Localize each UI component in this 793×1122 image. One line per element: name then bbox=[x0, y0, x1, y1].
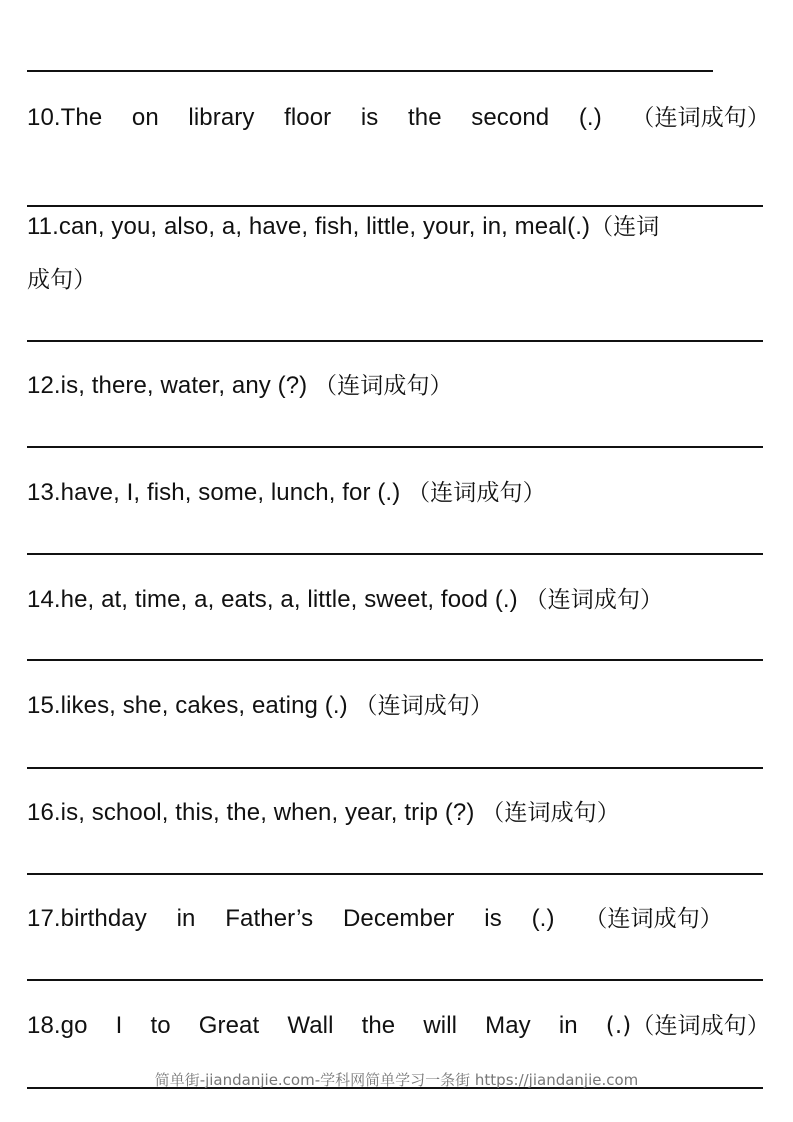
word: (.) bbox=[578, 104, 602, 131]
word: 10.The bbox=[27, 104, 103, 131]
instruction-tag: （连词成句） bbox=[314, 373, 453, 399]
question-text: 12.is, there, water, any (?) bbox=[27, 372, 308, 399]
word: Wall bbox=[287, 1012, 334, 1039]
question-14 bbox=[27, 574, 663, 626]
answer-line bbox=[27, 446, 763, 448]
instruction-tag: （连词成句） bbox=[407, 480, 546, 506]
instruction-tag: （连词成句） bbox=[524, 587, 664, 613]
word: Great bbox=[198, 1012, 260, 1039]
answer-line bbox=[27, 553, 763, 555]
instruction-tag: (.)（连词成句） bbox=[605, 1013, 770, 1039]
word: second bbox=[471, 104, 550, 131]
instruction-tag: （连词 bbox=[590, 214, 660, 240]
word: in bbox=[558, 1012, 578, 1039]
question-text: 15.likes, she, cakes, eating (.) bbox=[27, 692, 348, 719]
instruction-tag: （连词成句） bbox=[481, 800, 620, 826]
instruction-tag: （连词成句） bbox=[631, 105, 770, 131]
word: will bbox=[423, 1012, 458, 1039]
word: in bbox=[176, 905, 196, 932]
question-text: 11.can, you, also, a, have, fish, little, your, in, meal(.) bbox=[27, 213, 591, 240]
footer-watermark: 简单街-jiandanjie.com-学科网简单学习一条街 https://jiandanjie.com bbox=[154, 1071, 639, 1089]
question-16 bbox=[27, 787, 620, 839]
question-text: 16.is, school, this, the, when, year, trip (?) bbox=[27, 799, 475, 826]
word: the bbox=[407, 104, 442, 131]
word: I bbox=[115, 1012, 123, 1039]
instruction-tag: （连词成句） bbox=[584, 906, 723, 932]
word: May bbox=[485, 1012, 531, 1039]
answer-line bbox=[27, 873, 763, 875]
question-13 bbox=[27, 467, 546, 519]
question-text: 14.he, at, time, a, eats, a, little, sweet, food (.) bbox=[27, 586, 518, 613]
question-17 bbox=[27, 893, 723, 945]
question-15 bbox=[27, 680, 493, 732]
question-18 bbox=[27, 1000, 770, 1052]
instruction-tag: 成句） bbox=[27, 267, 97, 293]
word: (.) bbox=[531, 905, 555, 932]
question-12 bbox=[27, 360, 453, 412]
question-text: 13.have, I, fish, some, lunch, for (.) bbox=[27, 479, 401, 506]
word: floor bbox=[284, 104, 332, 131]
word: is bbox=[360, 104, 379, 131]
word: the bbox=[361, 1012, 396, 1039]
question-11-line-2 bbox=[27, 254, 96, 306]
word: is bbox=[484, 905, 502, 932]
word: 17.birthday bbox=[27, 905, 147, 932]
word: library bbox=[188, 104, 255, 131]
answer-line bbox=[27, 340, 763, 342]
word: December bbox=[343, 905, 455, 932]
word: to bbox=[150, 1012, 171, 1039]
answer-line bbox=[27, 767, 763, 769]
question-10 bbox=[27, 92, 770, 144]
answer-line bbox=[27, 659, 763, 661]
answer-line bbox=[27, 70, 713, 72]
answer-line bbox=[27, 979, 763, 981]
word: Father’s bbox=[225, 905, 314, 932]
question-11-line-1 bbox=[27, 201, 659, 253]
word: 18.go bbox=[27, 1012, 88, 1039]
instruction-tag: （连词成句） bbox=[354, 693, 494, 719]
word: on bbox=[131, 104, 159, 131]
